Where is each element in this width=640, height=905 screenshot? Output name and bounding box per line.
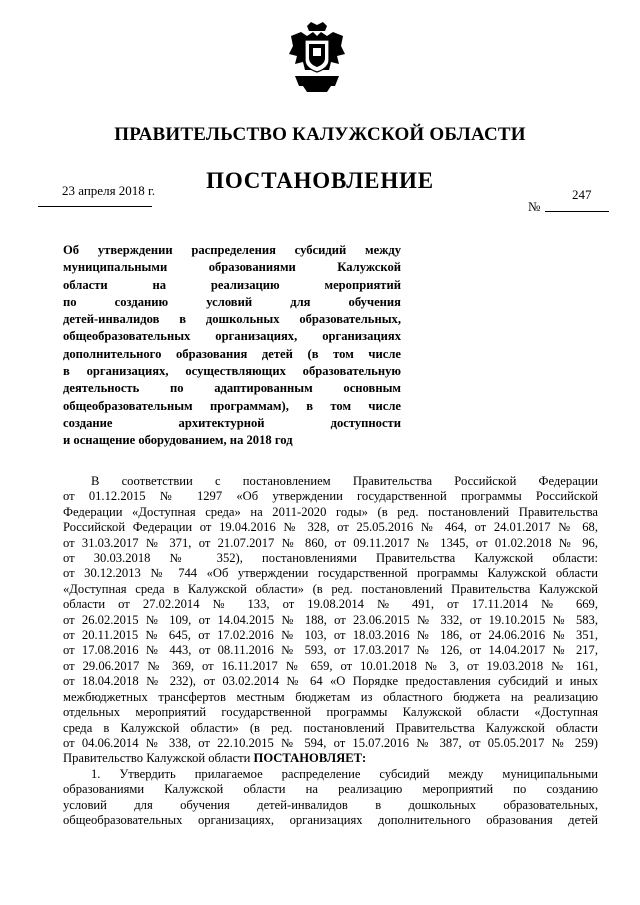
- body-line: от 30.03.2018 № 352), постановлениями Правительства Калужской области:: [63, 551, 598, 566]
- document-body: [63, 474, 598, 828]
- body-line: области от 27.02.2014 № 133, от 19.08.2014 № 491, от 17.11.2014 № 669,: [63, 597, 598, 612]
- coat-of-arms-emblem: [285, 22, 349, 92]
- title-line: Об утверждении распределения субсидий между: [63, 243, 401, 257]
- title-line: создание архитектурной доступности: [63, 415, 401, 430]
- body-line: от 31.03.2017 № 371, от 21.07.2017 № 860, от 09.11.2017 № 1345, от 01.02.2018 № 96,: [63, 535, 598, 550]
- body-line: В соответствии с постановлением Правительства Российской Федерации: [91, 474, 598, 488]
- title-line: области на реализацию мероприятий: [63, 277, 401, 292]
- title-line: дополнительного образования детей (в том числе: [63, 346, 401, 361]
- body-line: «Доступная среда в Калужской области» (в ред. постановлений Правительства Калужской: [63, 581, 598, 596]
- body-line: отдельных мероприятий государственной программы Калужской области «Доступная: [63, 705, 598, 720]
- number-underline: [545, 211, 609, 212]
- item-line: общеобразовательных организациях, организациях дополнительного образования детей: [63, 812, 598, 827]
- title-line: общеобразовательным программам), в том числе: [63, 398, 401, 413]
- document-type: ПОСТАНОВЛЕНИЕ: [206, 168, 434, 193]
- body-line: от 29.06.2017 № 369, от 16.11.2017 № 659, от 10.01.2018 № 3, от 19.03.2018 № 161,: [63, 658, 598, 673]
- title-line: общеобразовательных организациях, организациях: [63, 329, 401, 344]
- item-line: образованиями Калужской области на реализацию мероприятий по созданию: [63, 782, 598, 797]
- body-line: от 26.02.2015 № 109, от 14.04.2015 № 188, от 23.06.2015 № 332, от 19.10.2015 № 583,: [63, 612, 598, 627]
- title-line: в организациях, осуществляющих образовательную: [63, 364, 401, 379]
- item-line: 1. Утвердить прилагаемое распределение субсидий между муниципальными: [91, 766, 598, 781]
- body-line: Федерации «Доступная среда» на 2011-2020 годы» (в ред. постановлений Правительства: [63, 504, 598, 519]
- government-name: ПРАВИТЕЛЬСТВО КАЛУЖСКОЙ ОБЛАСТИ: [114, 124, 526, 145]
- body-line: от 30.12.2013 № 744 «Об утверждении государственной программы Калужской области: [63, 566, 598, 581]
- number-sign: №: [528, 199, 541, 214]
- body-line: Российской Федерации от 19.04.2016 № 328, от 25.05.2016 № 464, от 24.01.2017 № 68,: [63, 520, 598, 535]
- document-title: [63, 242, 401, 450]
- title-line: и оснащение оборудованием, на 2018 год: [63, 433, 293, 448]
- body-line: от 17.08.2016 № 443, от 08.11.2016 № 593, от 17.03.2017 № 126, от 14.04.2017 № 217,: [63, 643, 598, 658]
- document-number: 247: [572, 187, 592, 202]
- title-line: муниципальными образованиями Калужской: [63, 260, 401, 275]
- date-underline: [38, 206, 152, 207]
- title-line: по созданию условий для обучения: [63, 294, 401, 309]
- body-line-resolution: [63, 751, 598, 766]
- title-line: детей-инвалидов в дошкольных образовательных,: [63, 312, 401, 327]
- title-line: деятельность по адаптированным основным: [63, 381, 401, 396]
- item-line: условий для обучения детей-инвалидов в дошкольных образовательных,: [63, 797, 598, 812]
- body-line: межбюджетных трансфертов местным бюджетам из областного бюджета на реализацию: [63, 689, 598, 704]
- body-line: от 20.11.2015 № 645, от 17.02.2016 № 103, от 18.03.2016 № 186, от 24.06.2016 № 351,: [63, 628, 598, 643]
- resolves-word: ПОСТАНОВЛЯЕТ:: [253, 751, 367, 766]
- document-date: 23 апреля 2018 г.: [62, 183, 156, 198]
- body-line: Правительство Калужской области: [63, 751, 251, 766]
- body-line: от 18.04.2018 № 232), от 03.02.2014 № 64 «О Порядке предоставления субсидий и иных: [63, 674, 598, 689]
- body-line: среда в Калужской области» (в ред. постановлений Правительства Калужской области: [63, 720, 598, 735]
- body-line: от 01.12.2015 № 1297 «Об утверждении государственной программы Российской: [63, 489, 598, 504]
- body-line: от 04.06.2014 № 338, от 22.10.2015 № 594, от 15.07.2016 № 387, от 05.05.2017 № 259): [63, 735, 598, 750]
